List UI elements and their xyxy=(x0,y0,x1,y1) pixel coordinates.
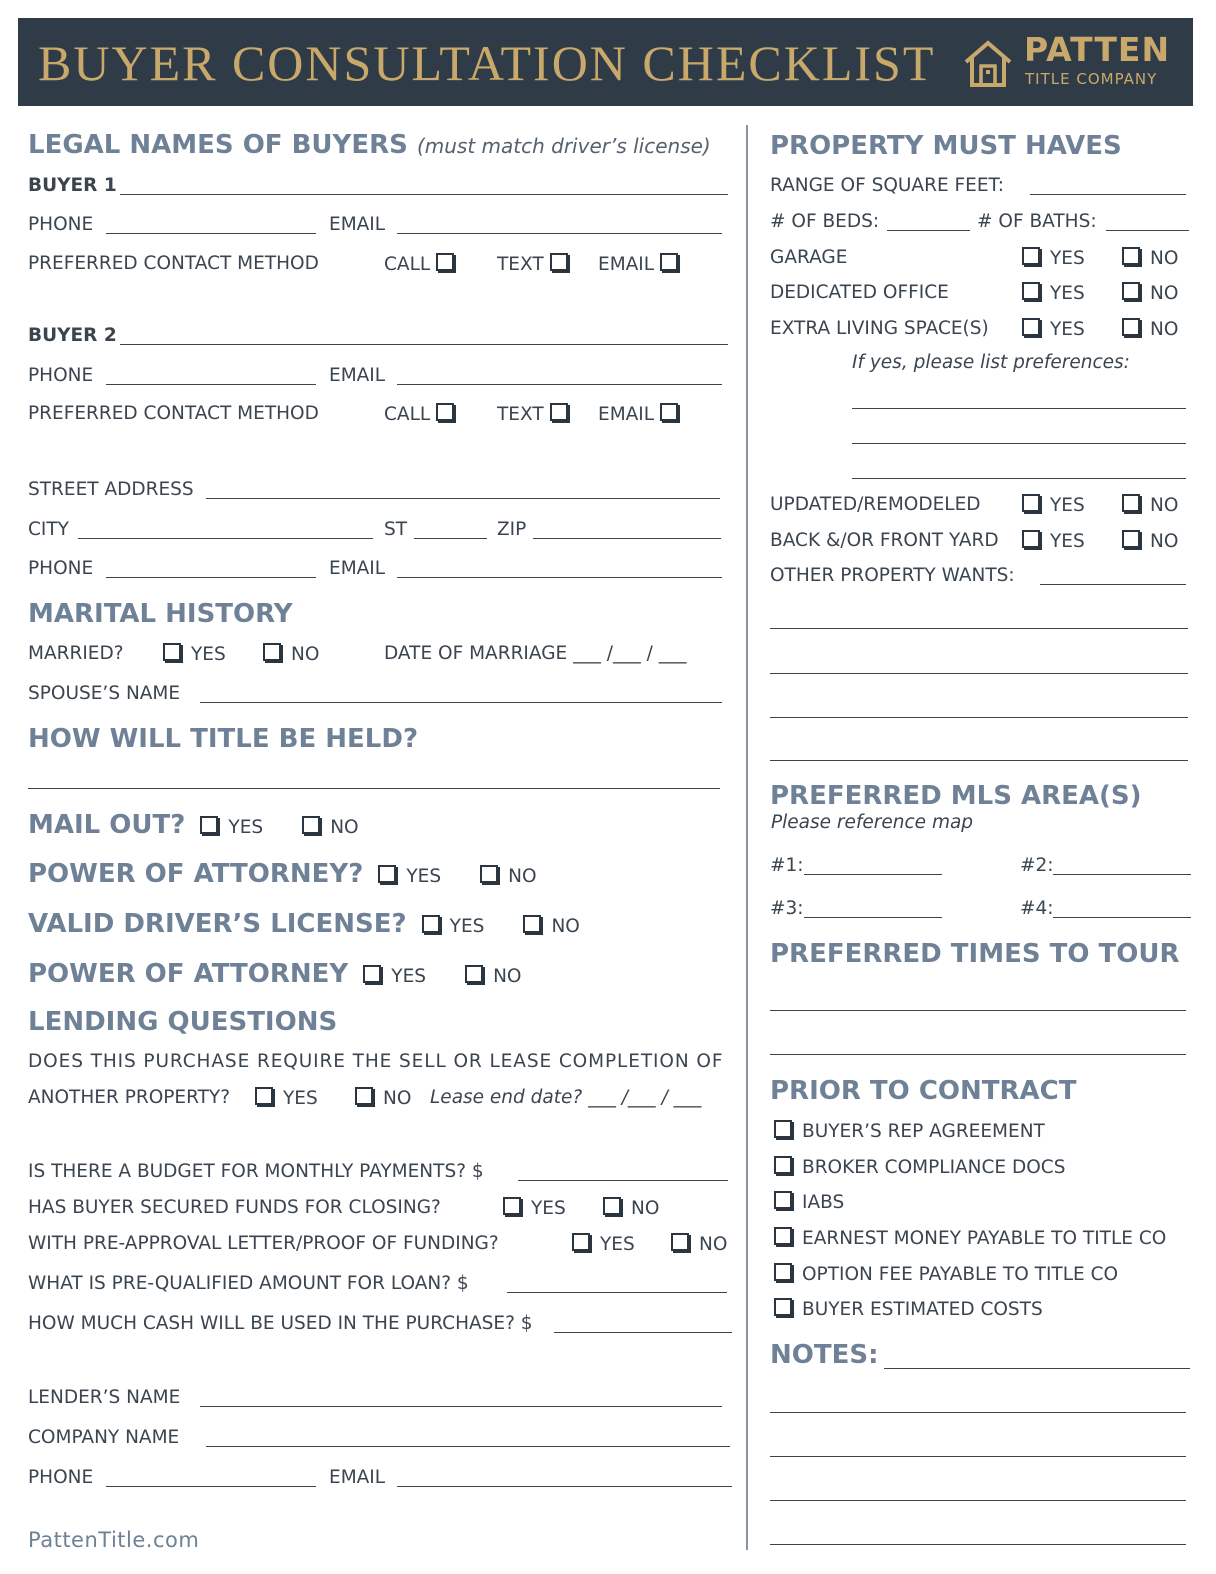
page-title: BUYER CONSULTATION CHECKLIST xyxy=(38,35,936,91)
lender-email-field[interactable] xyxy=(397,1486,732,1487)
prequal-field[interactable] xyxy=(507,1292,727,1293)
mls-note: Please reference map xyxy=(771,812,974,833)
checkbox[interactable] xyxy=(572,1233,590,1251)
office-label: DEDICATED OFFICE xyxy=(770,282,949,303)
baths-label: # OF BATHS: xyxy=(977,211,1097,232)
buyer1-email-option[interactable]: EMAIL xyxy=(598,253,688,275)
poa2-no-option[interactable]: NO xyxy=(465,966,521,987)
checkbox[interactable] xyxy=(1022,247,1040,265)
checkbox[interactable] xyxy=(422,915,440,933)
lender-phone-label: PHONE xyxy=(28,1467,94,1488)
buyer1-field[interactable] xyxy=(120,194,728,195)
buyer1-email-field[interactable] xyxy=(397,233,722,234)
contract-heading: PRIOR TO CONTRACT xyxy=(770,1076,1077,1106)
buyer2-text-option[interactable]: TEXT xyxy=(497,403,578,425)
checkbox[interactable] xyxy=(523,915,541,933)
preapproval-question: WITH PRE-APPROVAL LETTER/PROOF OF FUNDING? xyxy=(28,1233,499,1254)
checkbox[interactable] xyxy=(1022,494,1040,512)
checkbox[interactable] xyxy=(436,253,454,271)
married-yes-option[interactable]: YES xyxy=(163,643,226,665)
marriage-date-field[interactable]: DATE OF MARRIAGE ___ /___ / ___ xyxy=(384,643,687,664)
checkbox[interactable] xyxy=(603,1197,621,1215)
updated-no-option[interactable]: NO xyxy=(1122,494,1178,516)
buyer2-phone-field[interactable] xyxy=(106,384,316,385)
sell-no-option[interactable]: NO xyxy=(355,1087,411,1109)
zip-field[interactable] xyxy=(533,538,721,539)
poa1-yes-option[interactable]: YES xyxy=(378,866,441,887)
buyer1-phone-label: PHONE xyxy=(28,214,94,235)
checkbox[interactable] xyxy=(660,253,678,271)
checkbox[interactable] xyxy=(774,1263,792,1281)
yard-yes-option[interactable]: YES xyxy=(1022,530,1085,552)
house-icon xyxy=(963,40,1013,88)
funds-yes-option[interactable]: YES xyxy=(503,1197,566,1219)
checkbox[interactable] xyxy=(550,253,568,271)
checkbox[interactable] xyxy=(774,1227,792,1245)
beds-label: # OF BEDS: xyxy=(770,211,880,232)
lease-end-date-field[interactable]: Lease end date? ___ /___ / ___ xyxy=(430,1087,702,1108)
other-wants-line[interactable] xyxy=(770,717,1188,718)
other-wants-line[interactable] xyxy=(770,760,1188,761)
garage-label: GARAGE xyxy=(770,247,848,268)
married-no-option[interactable]: NO xyxy=(263,643,319,665)
preferences-line[interactable] xyxy=(852,408,1186,409)
mls-area-2-label: #2: xyxy=(1020,855,1054,876)
checkbox[interactable] xyxy=(200,816,218,834)
checkbox[interactable] xyxy=(774,1191,792,1209)
notes-line[interactable] xyxy=(770,1412,1186,1413)
lending-question-1a: DOES THIS PURCHASE REQUIRE THE SELL OR LEASE COMPLETION OF xyxy=(28,1051,724,1072)
yard-no-option[interactable]: NO xyxy=(1122,530,1178,552)
lender-phone-field[interactable] xyxy=(106,1486,316,1487)
checkbox[interactable] xyxy=(436,403,454,421)
mls-area-2-field[interactable] xyxy=(1053,874,1191,875)
checkbox[interactable] xyxy=(255,1087,273,1105)
checkbox[interactable] xyxy=(302,816,320,834)
buyer1-call-option[interactable]: CALL xyxy=(384,253,464,275)
property-heading: PROPERTY MUST HAVES xyxy=(770,131,1122,161)
checkbox[interactable] xyxy=(660,403,678,421)
cash-question: HOW MUCH CASH WILL BE USED IN THE PURCHASE? $ xyxy=(28,1313,533,1334)
buyer1-contact-label: PREFERRED CONTACT METHOD xyxy=(28,253,319,274)
logo-name: PATTEN xyxy=(1024,30,1171,69)
checkbox[interactable] xyxy=(671,1233,689,1251)
lender-email-label: EMAIL xyxy=(329,1467,386,1488)
website-link[interactable]: PattenTitle.com xyxy=(28,1528,200,1552)
license-question: VALID DRIVER’S LICENSE? YES NO xyxy=(28,909,580,939)
baths-field[interactable] xyxy=(1106,230,1189,231)
buyer2-field[interactable] xyxy=(120,344,728,345)
checkbox[interactable] xyxy=(163,643,181,661)
street-field[interactable] xyxy=(206,498,720,499)
budget-field[interactable] xyxy=(518,1180,728,1181)
buyer1-email-label: EMAIL xyxy=(329,214,386,235)
sell-yes-option[interactable]: YES xyxy=(255,1087,318,1109)
checkbox[interactable] xyxy=(480,865,498,883)
notes-line[interactable] xyxy=(884,1368,1190,1369)
poa1-no-option[interactable]: NO xyxy=(480,866,536,887)
preferences-prompt: If yes, please list preferences: xyxy=(852,352,1130,373)
checkbox[interactable] xyxy=(550,403,568,421)
city-label: CITY xyxy=(28,519,69,540)
checkbox[interactable] xyxy=(503,1197,521,1215)
buyer2-label: BUYER 2 xyxy=(28,325,117,346)
address-phone-field[interactable] xyxy=(106,577,316,578)
contract-item[interactable]: OPTION FEE PAYABLE TO TITLE CO xyxy=(774,1263,1118,1285)
address-email-label: EMAIL xyxy=(329,558,386,579)
sqft-field[interactable] xyxy=(1030,194,1186,195)
title-held-field[interactable] xyxy=(28,788,720,789)
mls-area-1-label: #1: xyxy=(770,855,804,876)
notes-line[interactable] xyxy=(770,1456,1186,1457)
mls-area-3-label: #3: xyxy=(770,898,804,919)
lending-question-1b: ANOTHER PROPERTY? xyxy=(28,1087,231,1108)
tour-line[interactable] xyxy=(770,1054,1186,1055)
buyer2-email-option[interactable]: EMAIL xyxy=(598,403,688,425)
preferences-line[interactable] xyxy=(852,478,1186,479)
spouse-field[interactable] xyxy=(200,702,722,703)
contract-item[interactable]: EARNEST MONEY PAYABLE TO TITLE CO xyxy=(774,1227,1166,1249)
checkbox[interactable] xyxy=(774,1120,792,1138)
checkbox[interactable] xyxy=(774,1298,792,1316)
checkbox[interactable] xyxy=(355,1087,373,1105)
city-field[interactable] xyxy=(78,538,373,539)
sqft-label: RANGE OF SQUARE FEET: xyxy=(770,175,1005,196)
street-label: STREET ADDRESS xyxy=(28,479,194,500)
marital-heading: MARITAL HISTORY xyxy=(28,599,293,629)
other-wants-field[interactable] xyxy=(1040,584,1186,585)
preapproval-no-option[interactable]: NO xyxy=(671,1233,727,1255)
office-no-option[interactable]: NO xyxy=(1122,282,1178,304)
buyer2-phone-label: PHONE xyxy=(28,365,94,386)
contract-item[interactable]: BROKER COMPLIANCE DOCS xyxy=(774,1156,1065,1178)
checkbox[interactable] xyxy=(1122,530,1140,548)
zip-label: ZIP xyxy=(497,519,527,540)
mls-heading: PREFERRED MLS AREA(S) xyxy=(770,781,1142,811)
updated-yes-option[interactable]: YES xyxy=(1022,494,1085,516)
mail-out-question: MAIL OUT? YES NO xyxy=(28,810,359,840)
other-wants-line[interactable] xyxy=(770,673,1188,674)
checkbox[interactable] xyxy=(1122,318,1140,336)
garage-no-option[interactable]: NO xyxy=(1122,247,1178,269)
other-wants-label: OTHER PROPERTY WANTS: xyxy=(770,565,1015,586)
funds-no-option[interactable]: NO xyxy=(603,1197,659,1219)
beds-field[interactable] xyxy=(887,230,970,231)
updated-label: UPDATED/REMODELED xyxy=(770,494,981,515)
poa-question-2: POWER OF ATTORNEY YES NO xyxy=(28,959,522,989)
tour-line[interactable] xyxy=(770,1010,1186,1011)
contract-item[interactable]: IABS xyxy=(774,1191,844,1213)
checkbox[interactable] xyxy=(1022,318,1040,336)
contract-item[interactable]: BUYER ESTIMATED COSTS xyxy=(774,1298,1043,1320)
checkbox[interactable] xyxy=(465,965,483,983)
budget-question: IS THERE A BUDGET FOR MONTHLY PAYMENTS? $ xyxy=(28,1161,484,1182)
checkbox[interactable] xyxy=(1022,282,1040,300)
cash-field[interactable] xyxy=(554,1332,732,1333)
checkbox[interactable] xyxy=(774,1156,792,1174)
buyer2-call-option[interactable]: CALL xyxy=(384,403,464,425)
extra-space-no-option[interactable]: NO xyxy=(1122,318,1178,340)
buyer1-phone-field[interactable] xyxy=(106,233,316,234)
funds-question: HAS BUYER SECURED FUNDS FOR CLOSING? xyxy=(28,1197,441,1218)
mail-out-yes-option[interactable]: YES xyxy=(200,817,263,838)
buyer2-contact-label: PREFERRED CONTACT METHOD xyxy=(28,403,319,424)
tour-heading: PREFERRED TIMES TO TOUR xyxy=(770,939,1180,969)
state-field[interactable] xyxy=(414,538,487,539)
state-label: ST xyxy=(384,519,408,540)
logo-subtitle: TITLE COMPANY xyxy=(1025,70,1158,88)
checkbox[interactable] xyxy=(1022,530,1040,548)
mls-area-4-label: #4: xyxy=(1020,898,1054,919)
poa2-yes-option[interactable]: YES xyxy=(363,966,426,987)
checkbox[interactable] xyxy=(363,965,381,983)
checkbox[interactable] xyxy=(263,643,281,661)
married-label: MARRIED? xyxy=(28,643,124,664)
mls-area-1-field[interactable] xyxy=(804,874,942,875)
yard-label: BACK &/OR FRONT YARD xyxy=(770,530,999,551)
extra-space-label: EXTRA LIVING SPACE(S) xyxy=(770,318,989,339)
buyer2-email-field[interactable] xyxy=(397,384,722,385)
checkbox[interactable] xyxy=(1122,247,1140,265)
notes-heading: NOTES: xyxy=(770,1340,879,1370)
lender-field[interactable] xyxy=(200,1406,722,1407)
mls-area-3-field[interactable] xyxy=(804,917,942,918)
buyer2-email-label: EMAIL xyxy=(329,365,386,386)
lender-label: LENDER’S NAME xyxy=(28,1387,181,1408)
contract-item[interactable]: BUYER’S REP AGREEMENT xyxy=(774,1120,1045,1142)
preapproval-yes-option[interactable]: YES xyxy=(572,1233,635,1255)
company-label: COMPANY NAME xyxy=(28,1427,180,1448)
prequal-question: WHAT IS PRE-QUALIFIED AMOUNT FOR LOAN? $ xyxy=(28,1273,469,1294)
buyer1-label: BUYER 1 xyxy=(28,175,117,196)
spouse-label: SPOUSE’S NAME xyxy=(28,683,181,704)
mail-out-no-option[interactable]: NO xyxy=(302,817,358,838)
license-no-option[interactable]: NO xyxy=(523,916,579,937)
other-wants-line[interactable] xyxy=(770,628,1188,629)
legal-names-heading: LEGAL NAMES OF BUYERS (must match driver’s license) xyxy=(28,130,711,160)
address-email-field[interactable] xyxy=(397,577,722,578)
column-divider xyxy=(746,125,748,1550)
address-phone-label: PHONE xyxy=(28,558,94,579)
company-field[interactable] xyxy=(206,1446,730,1447)
preferences-line[interactable] xyxy=(852,443,1186,444)
garage-yes-option[interactable]: YES xyxy=(1022,247,1085,269)
notes-line[interactable] xyxy=(770,1544,1186,1545)
lending-heading: LENDING QUESTIONS xyxy=(28,1007,338,1037)
checkbox[interactable] xyxy=(378,865,396,883)
mls-area-4-field[interactable] xyxy=(1053,917,1191,918)
legal-names-note: (must match driver’s license) xyxy=(416,134,711,158)
poa-question-1: POWER OF ATTORNEY? YES NO xyxy=(28,859,537,889)
checkbox[interactable] xyxy=(1122,282,1140,300)
office-yes-option[interactable]: YES xyxy=(1022,282,1085,304)
header-banner xyxy=(18,18,1193,106)
title-held-heading: HOW WILL TITLE BE HELD? xyxy=(28,724,419,754)
buyer1-text-option[interactable]: TEXT xyxy=(497,253,578,275)
notes-line[interactable] xyxy=(770,1500,1186,1501)
extra-space-yes-option[interactable]: YES xyxy=(1022,318,1085,340)
checkbox[interactable] xyxy=(1122,494,1140,512)
license-yes-option[interactable]: YES xyxy=(422,916,485,937)
